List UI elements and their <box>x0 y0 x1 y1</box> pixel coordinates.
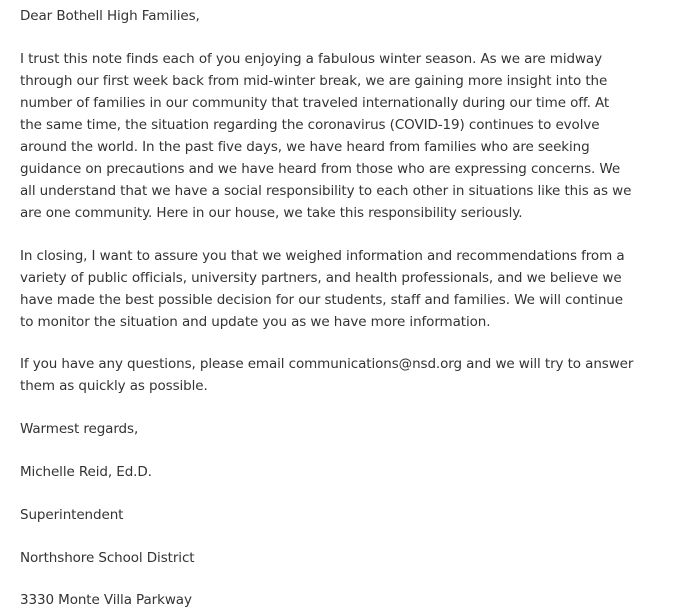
paragraph-line: all understand that we have a social responsibility to each other in situations like this as we <box>20 183 632 199</box>
paragraph-line: In closing, I want to assure you that we weighed information and recommendations from a <box>20 248 625 264</box>
paragraph-line: to monitor the situation and update you as we have more information. <box>20 314 491 330</box>
signer-name: Michelle Reid, Ed.D. <box>20 464 152 480</box>
salutation: Dear Bothell High Families, <box>20 8 200 24</box>
closing: Warmest regards, <box>20 421 139 437</box>
paragraph-line: guidance on precautions and we have heard from those who are expressing concerns. We <box>20 161 621 177</box>
paragraph-line: number of families in our community that traveled internationally during our time off. At <box>20 95 610 111</box>
paragraph-line: I trust this note finds each of you enjoying a fabulous winter season. As we are midway <box>20 51 602 67</box>
paragraph-text: If you have any questions, please email <box>20 356 289 372</box>
organization: Northshore School District <box>20 550 195 566</box>
address: 3330 Monte Villa Parkway <box>20 592 192 608</box>
signer-title: Superintendent <box>20 507 124 523</box>
paragraph-line: around the world. In the past five days, we have heard from families who are seeking <box>20 139 590 155</box>
paragraph-line: them as quickly as possible. <box>20 378 208 394</box>
paragraph-line <box>20 354 633 374</box>
email-link[interactable]: communications@nsd.org <box>288 356 462 372</box>
paragraph-line: through our first week back from mid-winter break, we are gaining more insight into the <box>20 73 608 89</box>
paragraph-line: variety of public officials, university partners, and health professionals, and we believe we <box>20 270 622 286</box>
paragraph-line: have made the best possible decision for our students, staff and families. We will continue <box>20 292 623 308</box>
paragraph-text: and we will try to answer <box>461 356 634 372</box>
paragraph-line: are one community. Here in our house, we take this responsibility seriously. <box>20 205 523 221</box>
paragraph-line: the same time, the situation regarding the coronavirus (COVID-19) continues to evolve <box>20 117 600 133</box>
